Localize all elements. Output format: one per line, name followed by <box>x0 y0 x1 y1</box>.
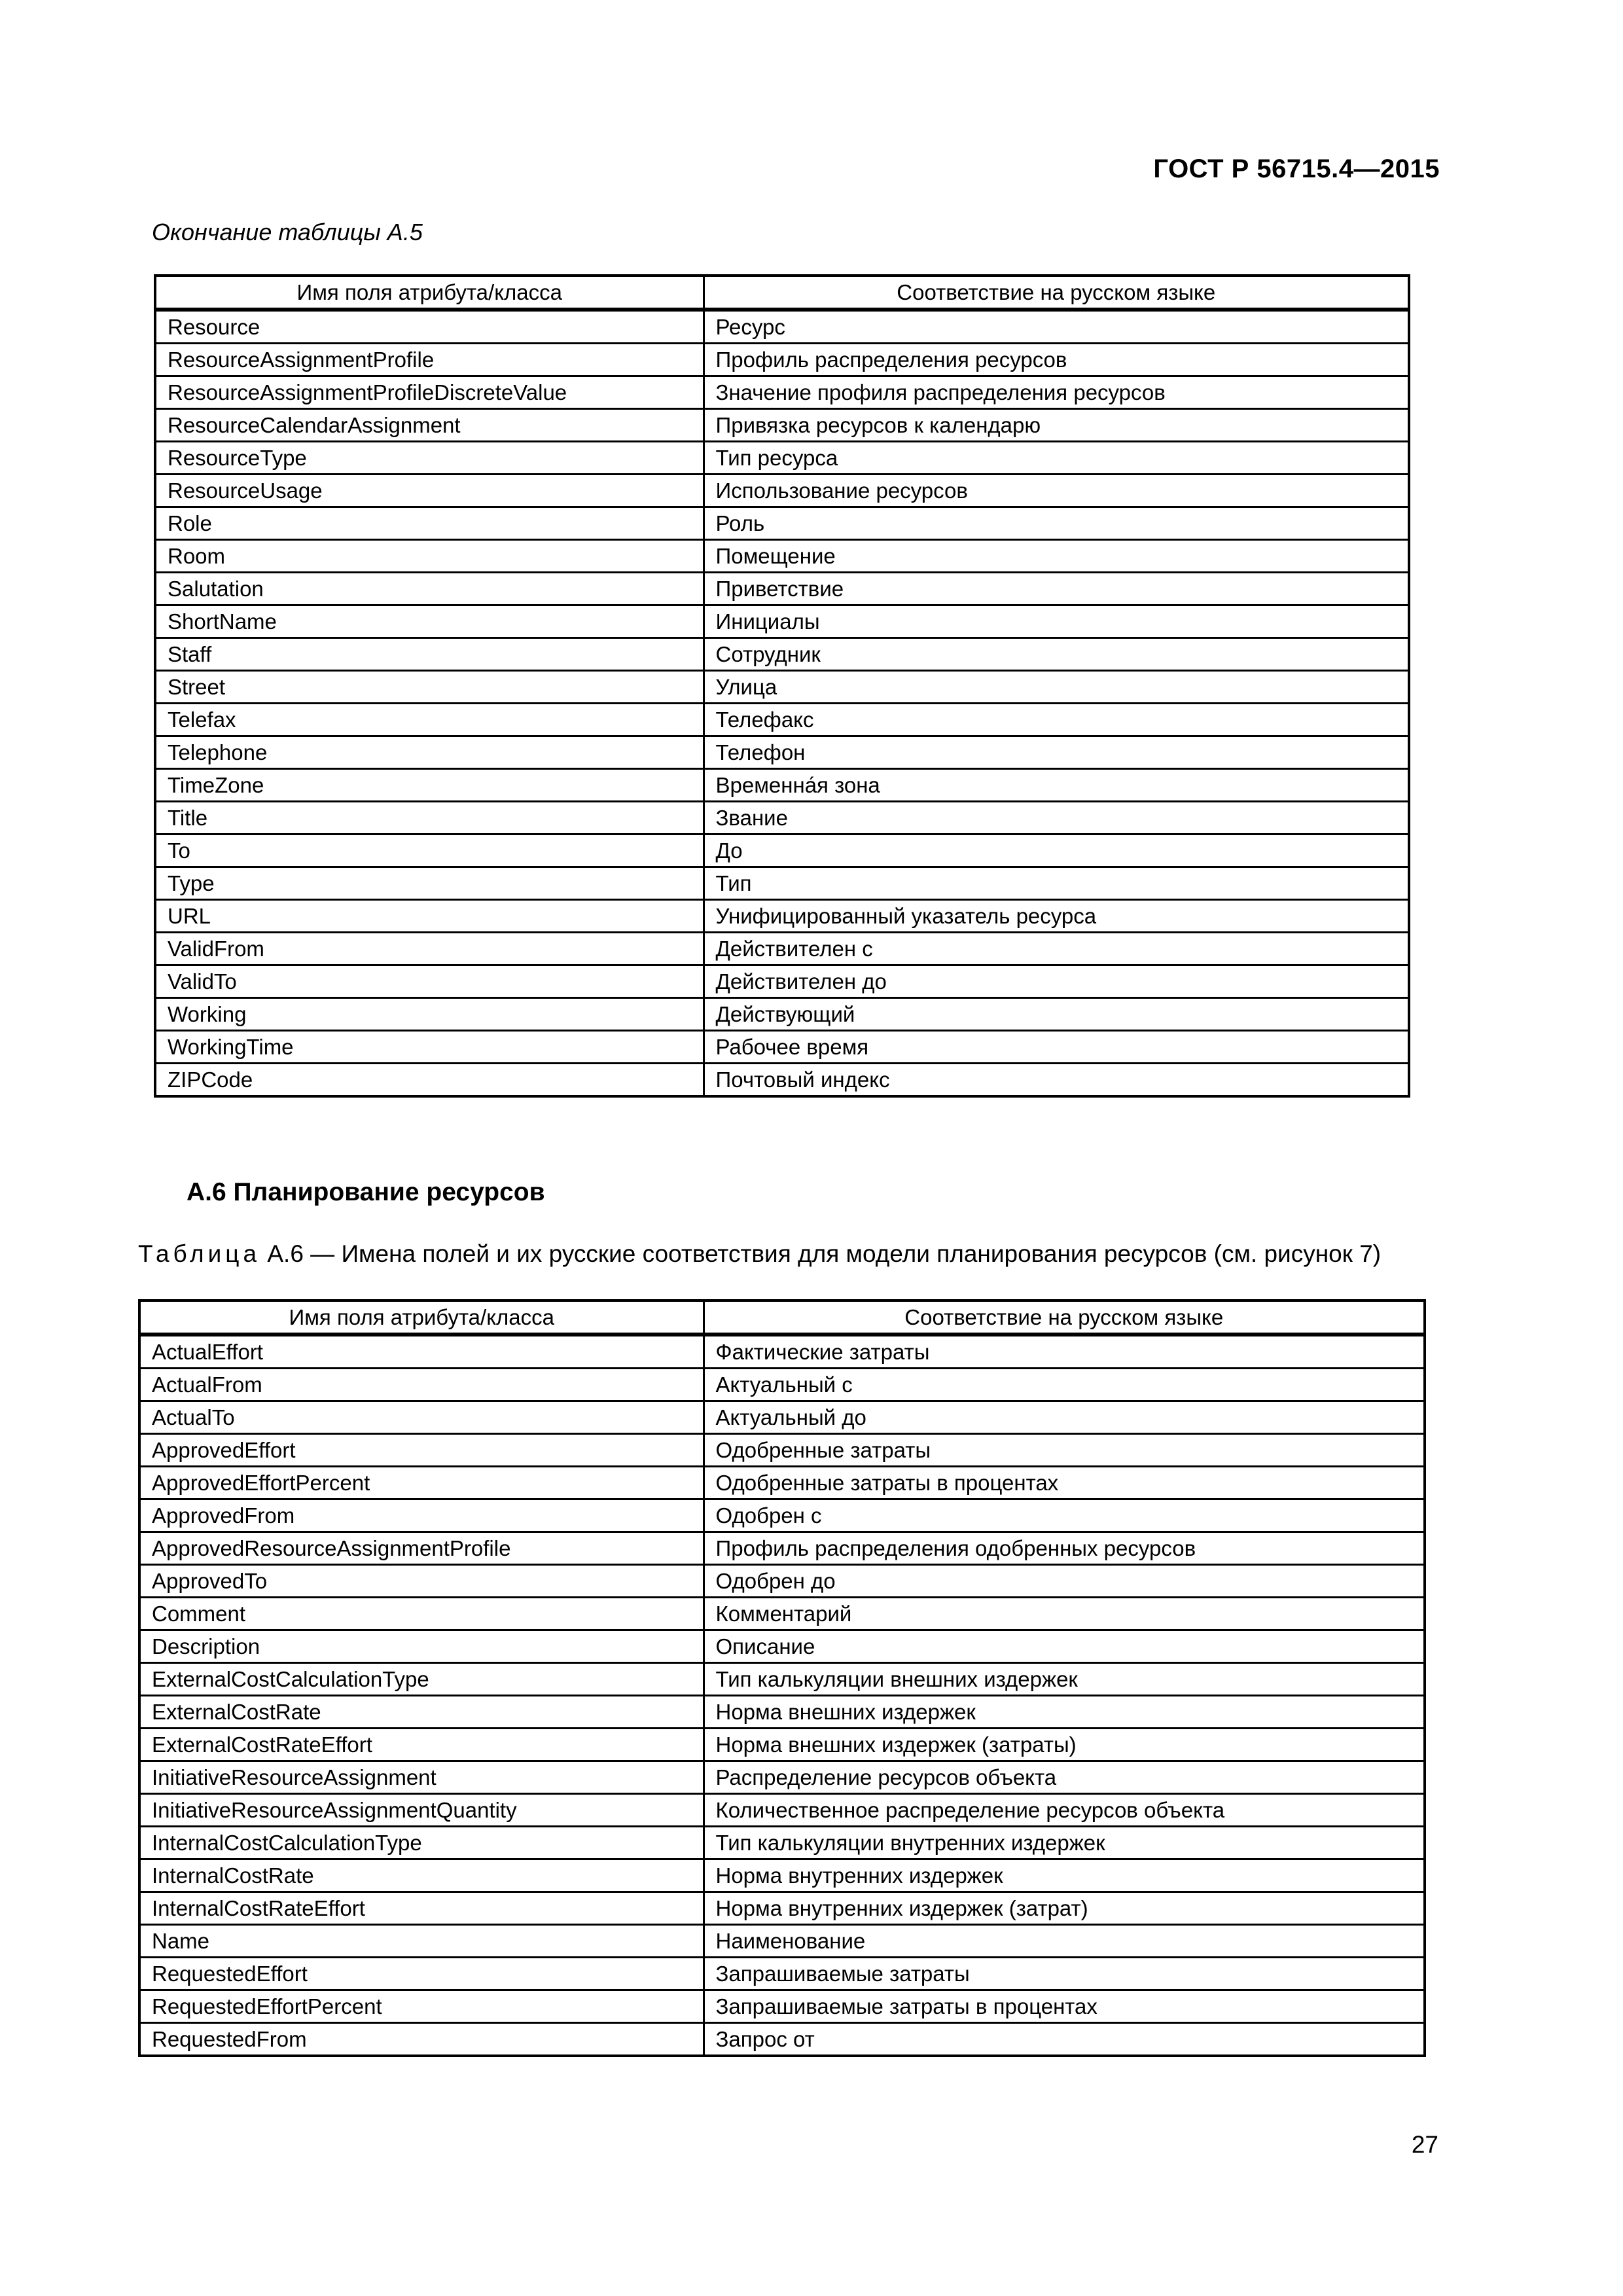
russian-equivalent-cell: Норма внешних издержек (затраты) <box>704 1729 1425 1761</box>
field-name-cell: To <box>155 834 704 867</box>
table-row <box>155 540 1409 573</box>
field-name-cell: ResourceType <box>155 442 704 475</box>
table-row <box>155 573 1409 605</box>
russian-equivalent-cell: Роль <box>704 507 1409 540</box>
russian-equivalent-cell: Количественное распределение ресурсов объекта <box>704 1794 1425 1827</box>
table-row <box>155 933 1409 965</box>
russian-equivalent-cell: Почтовый индекс <box>704 1064 1409 1097</box>
field-name-cell: Name <box>139 1925 704 1958</box>
russian-equivalent-cell: Запрашиваемые затраты <box>704 1958 1425 1990</box>
table-row <box>139 1925 1425 1958</box>
field-name-cell: ValidFrom <box>155 933 704 965</box>
table-row <box>155 409 1409 442</box>
field-name-cell: Type <box>155 867 704 900</box>
table-row <box>155 867 1409 900</box>
field-name-cell: URL <box>155 900 704 933</box>
field-name-cell: Title <box>155 802 704 834</box>
table-header-row <box>155 276 1409 310</box>
field-name-cell: WorkingTime <box>155 1031 704 1064</box>
table-header-row <box>139 1300 1425 1335</box>
russian-equivalent-cell: Норма внутренних издержек (затрат) <box>704 1892 1425 1925</box>
field-name-cell: RequestedFrom <box>139 2023 704 2056</box>
field-name-cell: Comment <box>139 1598 704 1630</box>
field-name-cell: ExternalCostRate <box>139 1696 704 1729</box>
russian-equivalent-cell: Действующий <box>704 998 1409 1031</box>
russian-equivalent-cell: Действителен с <box>704 933 1409 965</box>
russian-equivalent-cell: Одобренные затраты в процентах <box>704 1467 1425 1499</box>
table-row <box>139 1565 1425 1598</box>
field-name-cell: ExternalCostRateEffort <box>139 1729 704 1761</box>
russian-equivalent-cell: Действителен до <box>704 965 1409 998</box>
table-row <box>139 1892 1425 1925</box>
russian-equivalent-cell: Звание <box>704 802 1409 834</box>
field-name-cell: Telephone <box>155 736 704 769</box>
field-name-cell: Working <box>155 998 704 1031</box>
document-code: ГОСТ Р 56715.4—2015 <box>1153 154 1440 183</box>
russian-equivalent-cell: Телефакс <box>704 704 1409 736</box>
table-a5-body <box>155 310 1409 1096</box>
table-row <box>155 605 1409 638</box>
russian-equivalent-cell: Одобрен до <box>704 1565 1425 1598</box>
russian-equivalent-cell: Сотрудник <box>704 638 1409 671</box>
russian-equivalent-cell: Актуальный с <box>704 1369 1425 1401</box>
field-name-cell: ActualFrom <box>139 1369 704 1401</box>
field-name-cell: InitiativeResourceAssignmentQuantity <box>139 1794 704 1827</box>
russian-equivalent-cell: Тип ресурса <box>704 442 1409 475</box>
field-name-cell: ActualEffort <box>139 1335 704 1369</box>
table-a6 <box>138 1299 1426 2057</box>
russian-equivalent-cell: До <box>704 834 1409 867</box>
russian-equivalent-cell: Фактические затраты <box>704 1335 1425 1369</box>
russian-equivalent-cell: Норма внутренних издержек <box>704 1859 1425 1892</box>
field-name-cell: ResourceAssignmentProfileDiscreteValue <box>155 376 704 409</box>
russian-equivalent-cell: Профиль распределения одобренных ресурсов <box>704 1532 1425 1565</box>
table-row <box>155 344 1409 376</box>
field-name-cell: RequestedEffortPercent <box>139 1990 704 2023</box>
table-row <box>139 1369 1425 1401</box>
field-name-cell: Description <box>139 1630 704 1663</box>
table-row <box>155 704 1409 736</box>
russian-equivalent-cell: Комментарий <box>704 1598 1425 1630</box>
russian-equivalent-cell: Распределение ресурсов объекта <box>704 1761 1425 1794</box>
field-name-cell: Role <box>155 507 704 540</box>
table-row <box>139 2023 1425 2056</box>
russian-equivalent-cell: Рабочее время <box>704 1031 1409 1064</box>
table-row <box>139 1696 1425 1729</box>
table-row <box>139 1467 1425 1499</box>
table-a6-caption <box>138 1240 1381 1268</box>
table-caption-label: Таблица <box>138 1240 261 1267</box>
table-row <box>155 671 1409 704</box>
table-row <box>155 998 1409 1031</box>
field-name-cell: InternalCostRate <box>139 1859 704 1892</box>
column-header-russian: Соответствие на русском языке <box>704 276 1409 310</box>
table-row <box>155 802 1409 834</box>
russian-equivalent-cell: Одобрен с <box>704 1499 1425 1532</box>
section-heading-a6: А.6 Планирование ресурсов <box>187 1178 545 1206</box>
table-row <box>155 507 1409 540</box>
table-row <box>155 475 1409 507</box>
russian-equivalent-cell: Описание <box>704 1630 1425 1663</box>
field-name-cell: InternalCostRateEffort <box>139 1892 704 1925</box>
russian-equivalent-cell: Одобренные затраты <box>704 1434 1425 1467</box>
table-row <box>155 310 1409 344</box>
field-name-cell: ExternalCostCalculationType <box>139 1663 704 1696</box>
russian-equivalent-cell: Временна́я зона <box>704 769 1409 802</box>
table-row <box>139 1827 1425 1859</box>
russian-equivalent-cell: Тип калькуляции внешних издержек <box>704 1663 1425 1696</box>
table-row <box>155 638 1409 671</box>
field-name-cell: ResourceAssignmentProfile <box>155 344 704 376</box>
table-row <box>155 736 1409 769</box>
table-row <box>139 1859 1425 1892</box>
table-row <box>139 1761 1425 1794</box>
field-name-cell: Staff <box>155 638 704 671</box>
russian-equivalent-cell: Тип <box>704 867 1409 900</box>
russian-equivalent-cell: Запрашиваемые затраты в процентах <box>704 1990 1425 2023</box>
table-row <box>139 1794 1425 1827</box>
table-row <box>139 1630 1425 1663</box>
russian-equivalent-cell: Телефон <box>704 736 1409 769</box>
table-continuation-caption: Окончание таблицы А.5 <box>152 219 423 245</box>
russian-equivalent-cell: Использование ресурсов <box>704 475 1409 507</box>
table-row <box>155 965 1409 998</box>
field-name-cell: Telefax <box>155 704 704 736</box>
table-row <box>139 1532 1425 1565</box>
field-name-cell: ApprovedResourceAssignmentProfile <box>139 1532 704 1565</box>
table-row <box>155 442 1409 475</box>
table-row <box>139 1958 1425 1990</box>
table-row <box>155 1031 1409 1064</box>
column-header-field-name: Имя поля атрибута/класса <box>139 1300 704 1335</box>
field-name-cell: InitiativeResourceAssignment <box>139 1761 704 1794</box>
russian-equivalent-cell: Тип калькуляции внутренних издержек <box>704 1827 1425 1859</box>
table-row <box>155 1064 1409 1097</box>
page-number: 27 <box>1411 2131 1438 2158</box>
table-a5 <box>154 274 1410 1098</box>
russian-equivalent-cell: Унифицированный указатель ресурса <box>704 900 1409 933</box>
russian-equivalent-cell: Запрос от <box>704 2023 1425 2056</box>
field-name-cell: Salutation <box>155 573 704 605</box>
russian-equivalent-cell: Профиль распределения ресурсов <box>704 344 1409 376</box>
table-row <box>139 1499 1425 1532</box>
table-row <box>139 1335 1425 1369</box>
column-header-field-name: Имя поля атрибута/класса <box>155 276 704 310</box>
field-name-cell: ResourceUsage <box>155 475 704 507</box>
table-row <box>139 1990 1425 2023</box>
russian-equivalent-cell: Помещение <box>704 540 1409 573</box>
table-row <box>155 376 1409 409</box>
table-a6-body <box>139 1335 1425 2056</box>
field-name-cell: Street <box>155 671 704 704</box>
field-name-cell: ApprovedEffortPercent <box>139 1467 704 1499</box>
field-name-cell: ActualTo <box>139 1401 704 1434</box>
russian-equivalent-cell: Наименование <box>704 1925 1425 1958</box>
field-name-cell: ApprovedTo <box>139 1565 704 1598</box>
table-row <box>139 1401 1425 1434</box>
field-name-cell: ZIPCode <box>155 1064 704 1097</box>
table-row <box>155 769 1409 802</box>
table-caption-text: А.6 — Имена полей и их русские соответствия для модели планирования ресурсов (см. рисунок 7) <box>260 1240 1382 1267</box>
field-name-cell: ResourceCalendarAssignment <box>155 409 704 442</box>
field-name-cell: InternalCostCalculationType <box>139 1827 704 1859</box>
table-row <box>139 1434 1425 1467</box>
russian-equivalent-cell: Инициалы <box>704 605 1409 638</box>
field-name-cell: RequestedEffort <box>139 1958 704 1990</box>
table-row <box>139 1729 1425 1761</box>
table-row <box>155 834 1409 867</box>
russian-equivalent-cell: Улица <box>704 671 1409 704</box>
field-name-cell: ValidTo <box>155 965 704 998</box>
table-row <box>139 1598 1425 1630</box>
field-name-cell: Room <box>155 540 704 573</box>
field-name-cell: Resource <box>155 310 704 344</box>
russian-equivalent-cell: Значение профиля распределения ресурсов <box>704 376 1409 409</box>
russian-equivalent-cell: Приветствие <box>704 573 1409 605</box>
field-name-cell: ApprovedFrom <box>139 1499 704 1532</box>
field-name-cell: ShortName <box>155 605 704 638</box>
table-row <box>155 900 1409 933</box>
field-name-cell: ApprovedEffort <box>139 1434 704 1467</box>
russian-equivalent-cell: Норма внешних издержек <box>704 1696 1425 1729</box>
russian-equivalent-cell: Привязка ресурсов к календарю <box>704 409 1409 442</box>
column-header-russian: Соответствие на русском языке <box>704 1300 1425 1335</box>
field-name-cell: TimeZone <box>155 769 704 802</box>
russian-equivalent-cell: Актуальный до <box>704 1401 1425 1434</box>
table-row <box>139 1663 1425 1696</box>
russian-equivalent-cell: Ресурс <box>704 310 1409 344</box>
